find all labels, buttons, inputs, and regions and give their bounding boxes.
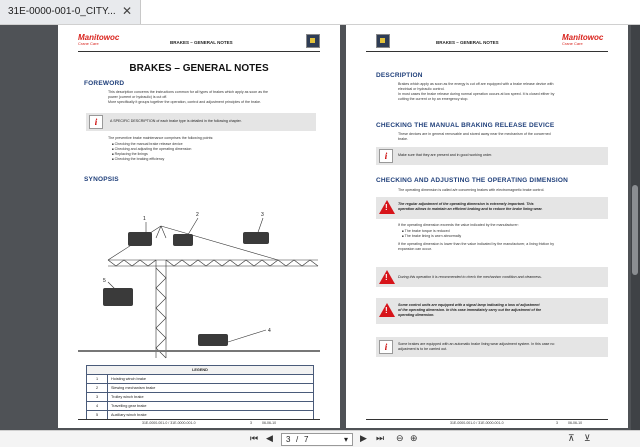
legend-num: 4	[87, 402, 108, 411]
zoom-out-icon[interactable]: ⊖	[396, 433, 404, 443]
info-line: adjustment is to be carried out.	[398, 347, 448, 351]
close-icon[interactable]: ✕	[122, 4, 133, 18]
pdf-page-left	[58, 25, 340, 428]
pdf-page-right	[346, 25, 628, 428]
lower-line: If the operating dimension is lower than the value indicated by the manufacturer, a lining friction by	[398, 242, 555, 246]
description-text	[398, 82, 554, 102]
footer-code: 31E-0000-001-0 / 31E-0000-001-0	[450, 421, 504, 425]
warning-icon	[379, 270, 395, 284]
diagram-label: 1	[143, 216, 146, 222]
legend-num: 3	[87, 393, 108, 402]
warning-text	[398, 202, 543, 212]
description-heading: DESCRIPTION	[376, 72, 423, 79]
page-footer	[366, 419, 608, 425]
footer-date: 06-06-10	[262, 421, 277, 425]
description-line: electrical or hydraulic control.	[398, 87, 445, 91]
diagram-label: 4	[268, 328, 271, 334]
warning-line: of the operating dimension. In this case immediately carry out the adjustment of the	[398, 308, 542, 312]
maintenance-intro: The preventive brake maintenance comprises the following points:	[108, 136, 214, 140]
document-tab-title: 31E-0000-001-0_CITY...	[8, 6, 116, 17]
manual-badge-icon	[306, 34, 320, 48]
adjusting-heading: CHECKING AND ADJUSTING THE OPERATING DIMENSION	[376, 177, 569, 184]
exceed-text: If the operating dimension exceeds the value indicated by the manufacturer:	[398, 223, 519, 227]
description-line: In most cases the brake release during normal operation occurs at low speed. It is closed either by	[398, 92, 555, 96]
note-box	[376, 147, 608, 165]
list-item: ■ The brake lining is worn abnormally	[402, 234, 461, 239]
info-text	[398, 342, 554, 352]
note-text: Make sure that they are present and in good working order.	[398, 153, 493, 157]
diagram-label: 2	[196, 212, 199, 218]
diagram-label: 3	[261, 212, 264, 218]
header-title: BRAKES – GENERAL NOTES	[170, 40, 233, 45]
lower-line: expansion can occur.	[398, 247, 432, 251]
warning-box	[376, 298, 608, 324]
warning-box	[376, 197, 608, 219]
diagram-label: 5	[103, 278, 106, 284]
list-item: ■ Checking and adjusting the operating dimension	[112, 147, 191, 152]
table-row	[87, 384, 314, 393]
warning-line: operating dimension.	[398, 313, 435, 317]
exceed-list	[402, 229, 461, 239]
table-row	[87, 393, 314, 402]
logo-brand: Manitowoc	[78, 33, 120, 42]
zoom-in-icon[interactable]: ⊕	[410, 433, 418, 443]
manitowoc-logo	[78, 33, 119, 46]
footer-rev: 3	[250, 421, 252, 425]
page-header	[366, 33, 608, 52]
adjusting-text: The operating dimension is called a/e concerning brakes with electromagnetic brake control.	[398, 188, 545, 192]
manual-release-line: These devices are in general removable and stored away near the mechanism of the concerned	[398, 132, 551, 136]
foreword-heading: FOREWORD	[84, 80, 125, 87]
legend-num: 5	[87, 411, 108, 420]
foreword-line: This description concerns the instructions common for all types of brakes which apply as soon as the	[108, 90, 268, 94]
foreword-line: power (current or hydraulic) is cut off.	[108, 95, 168, 99]
footer-rev: 3	[556, 421, 558, 425]
prev-page-icon[interactable]: ◀	[266, 433, 273, 443]
document-viewer[interactable]	[0, 25, 640, 430]
foreword-line: More specifically it groups together the operation, control and adjustment principles of the brake.	[108, 100, 262, 104]
list-item: ■ Checking the braking efficiency	[112, 157, 191, 162]
manitowoc-logo	[562, 33, 603, 46]
legend-label: Auxiliary winch brake	[108, 411, 314, 420]
maintenance-list	[112, 142, 191, 162]
legend-label: Travelling gear brake	[108, 402, 314, 411]
logo-sub: Crane Care	[78, 41, 99, 46]
warning-line: operation allows to maintain an efficient braking and to reduce the brake lining wear.	[398, 207, 543, 211]
bottom-toolbar	[0, 430, 640, 447]
legend-table	[86, 365, 314, 420]
warning-icon	[379, 200, 395, 214]
info-icon: i	[379, 340, 393, 354]
warning-text	[398, 303, 541, 318]
legend-num: 1	[87, 375, 108, 384]
table-row	[87, 375, 314, 384]
caution-box	[376, 267, 608, 287]
warning-line: The regular adjustment of the operating dimension is extremely important. This	[398, 202, 534, 206]
next-page-icon[interactable]: ▶	[360, 433, 367, 443]
logo-sub: Crane Care	[562, 41, 583, 46]
list-item: ■ The brake torque is reduced	[402, 229, 461, 234]
page-current: 3	[286, 435, 291, 444]
tab-bar	[0, 0, 640, 25]
logo-brand: Manitowoc	[562, 33, 604, 42]
manual-release-text	[398, 132, 551, 142]
caution-text: During this operation it is recommended to check the mechanism condition and cleanness.	[398, 275, 542, 279]
scrollbar-thumb[interactable]	[632, 185, 638, 275]
warning-icon	[379, 303, 395, 317]
synopsis-heading: SYNOPSIS	[84, 176, 119, 183]
page-title: BRAKES – GENERAL NOTES	[129, 63, 269, 74]
page-header	[78, 33, 320, 52]
legend-label: Slewing mechanism brake	[108, 384, 314, 393]
chevron-down-icon[interactable]: ▾	[344, 435, 349, 444]
page-total: 7	[304, 435, 309, 444]
info-icon: i	[89, 115, 103, 129]
foreword-text	[108, 90, 268, 105]
header-title: BRAKES – GENERAL NOTES	[436, 40, 499, 45]
note-box	[86, 113, 316, 131]
description-line: cutting the current or by an emergency stop.	[398, 97, 469, 101]
footer-code: 31E-0000-001-0 / 31E-0000-001-0	[142, 421, 196, 425]
first-page-icon[interactable]: ⏮	[250, 433, 259, 443]
info-box	[376, 337, 608, 357]
warning-line: Some control units are equipped with a signal lamp indicating a loss of adjustment	[398, 303, 540, 307]
page-footer	[78, 419, 320, 425]
page-number-field[interactable]	[281, 433, 353, 446]
manual-release-line: brake.	[398, 137, 408, 141]
legend-title: LEGEND	[87, 366, 314, 375]
legend-label: Trolley winch brake	[108, 393, 314, 402]
page-down-icon[interactable]: ⊻	[584, 433, 591, 443]
info-line: Some brakes are equipped with an automatic brake lining wear adjustment system. In this case no	[398, 342, 555, 346]
description-line: Brakes which apply as soon as the energy is cut off are equipped with a brake release device with	[398, 82, 554, 86]
legend-label: Hoisting winch brake	[108, 375, 314, 384]
table-row	[87, 402, 314, 411]
legend-num: 2	[87, 384, 108, 393]
manual-badge-icon	[376, 34, 390, 48]
list-item: ■ Replacing the linings	[112, 152, 191, 157]
info-icon: i	[379, 149, 393, 163]
note-text: A SPECIFIC DESCRIPTION of each brake type is detailed in the following chapter.	[110, 119, 242, 123]
last-page-icon[interactable]: ⏭	[376, 433, 385, 443]
lower-text	[398, 242, 554, 252]
footer-date: 06-06-10	[568, 421, 583, 425]
document-tab[interactable]	[0, 0, 141, 24]
page-separator: /	[296, 435, 299, 444]
tower-crane-diagram	[78, 208, 320, 360]
list-item: ■ Checking the manual brake release device	[112, 142, 191, 147]
manual-release-heading: CHECKING THE MANUAL BRAKING RELEASE DEVICE	[376, 122, 555, 129]
page-up-icon[interactable]: ⊼	[568, 433, 575, 443]
